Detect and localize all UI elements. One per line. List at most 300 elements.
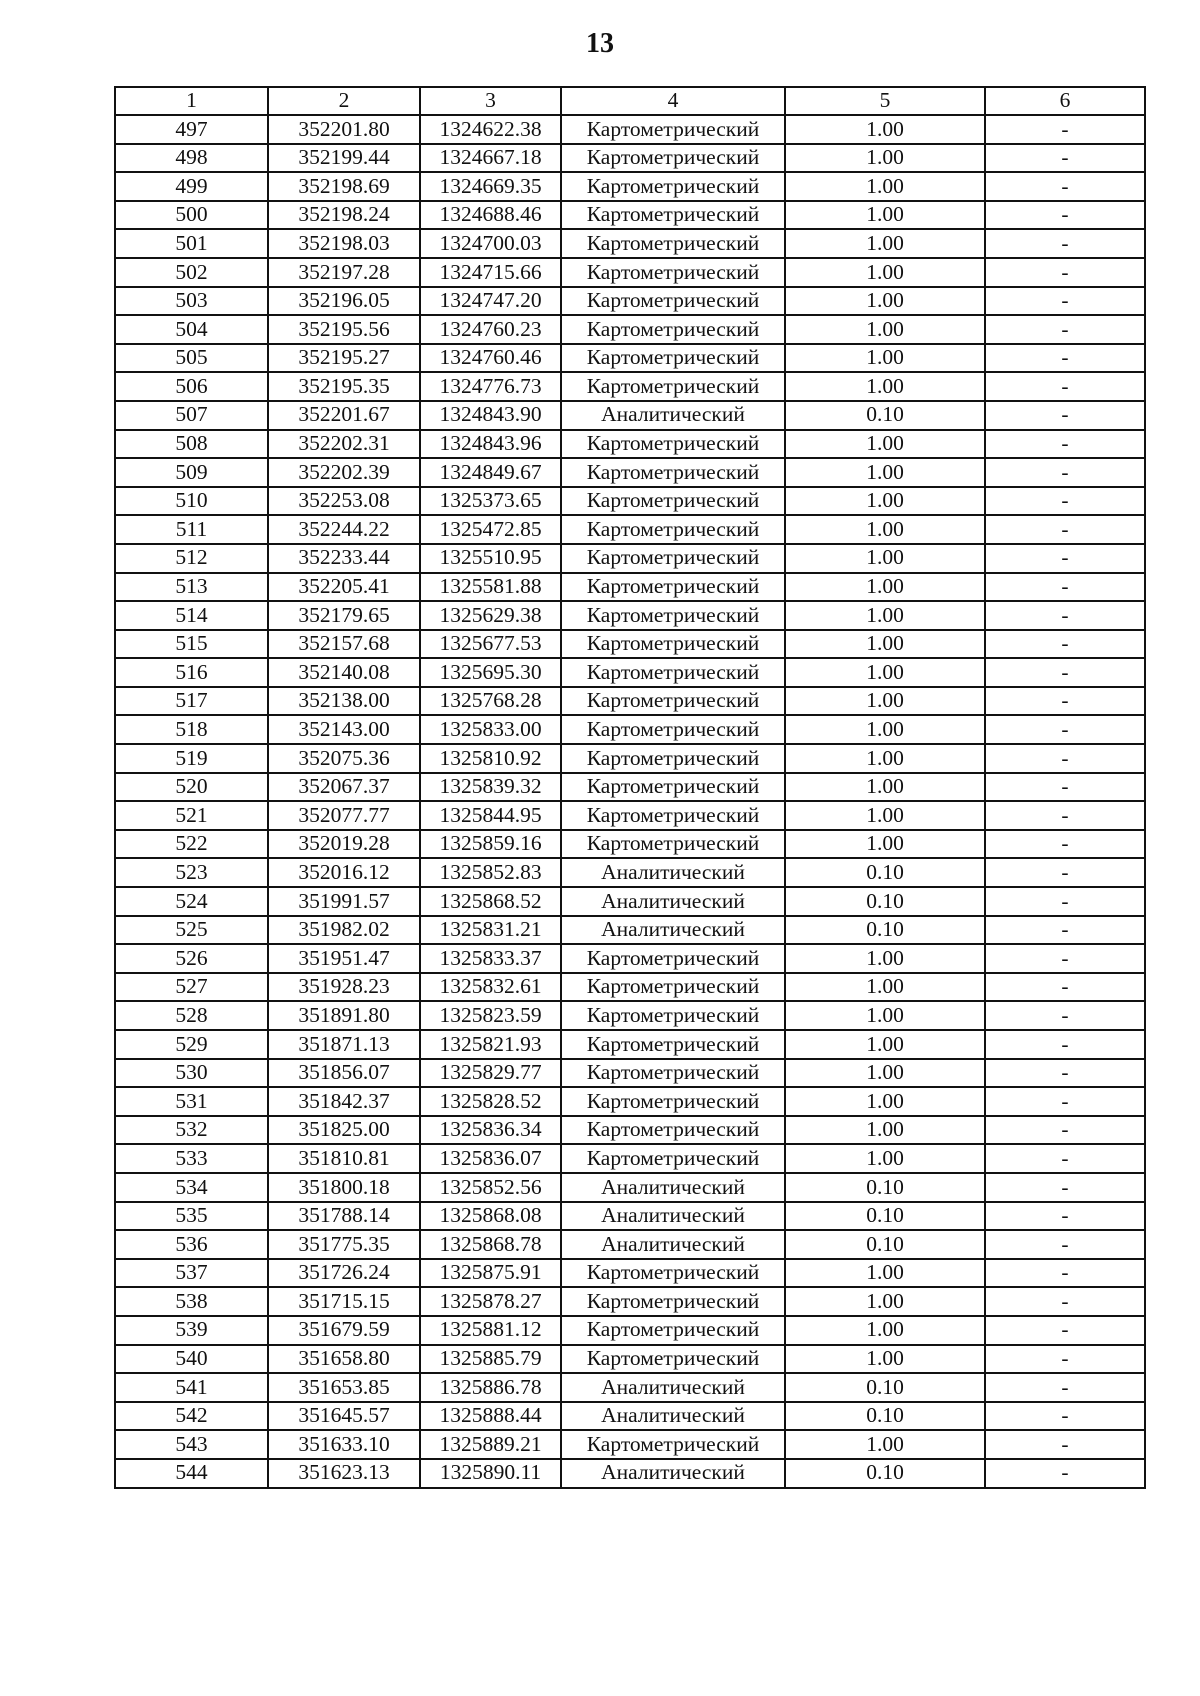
method-cell: Картометрический	[561, 344, 785, 373]
accuracy-cell: 1.00	[785, 487, 985, 516]
y-coordinate-cell: 1325581.88	[420, 573, 561, 602]
accuracy-cell: 1.00	[785, 458, 985, 487]
description-cell: -	[985, 830, 1145, 859]
x-coordinate-cell: 352233.44	[268, 544, 420, 573]
description-cell: -	[985, 1459, 1145, 1488]
x-coordinate-cell: 352195.35	[268, 372, 420, 401]
y-coordinate-cell: 1324843.96	[420, 430, 561, 459]
description-cell: -	[985, 744, 1145, 773]
y-coordinate-cell: 1325810.92	[420, 744, 561, 773]
description-cell: -	[985, 201, 1145, 230]
table-row	[115, 658, 1145, 687]
table-row	[115, 887, 1145, 916]
x-coordinate-cell: 352201.80	[268, 115, 420, 144]
x-coordinate-cell: 351856.07	[268, 1059, 420, 1088]
table-row	[115, 315, 1145, 344]
y-coordinate-cell: 1324747.20	[420, 287, 561, 316]
accuracy-cell: 1.00	[785, 801, 985, 830]
description-cell: -	[985, 573, 1145, 602]
table-row	[115, 258, 1145, 287]
y-coordinate-cell: 1325875.91	[420, 1259, 561, 1288]
y-coordinate-cell: 1325868.08	[420, 1202, 561, 1231]
table-row	[115, 544, 1145, 573]
point-number-cell: 535	[115, 1202, 268, 1231]
accuracy-cell: 1.00	[785, 115, 985, 144]
point-number-cell: 517	[115, 687, 268, 716]
point-number-cell: 518	[115, 715, 268, 744]
description-cell: -	[985, 630, 1145, 659]
description-cell: -	[985, 773, 1145, 802]
y-coordinate-cell: 1324843.90	[420, 401, 561, 430]
point-number-cell: 525	[115, 916, 268, 945]
point-number-cell: 538	[115, 1287, 268, 1316]
accuracy-cell: 1.00	[785, 1259, 985, 1288]
x-coordinate-cell: 351991.57	[268, 887, 420, 916]
point-number-cell: 510	[115, 487, 268, 516]
point-number-cell: 515	[115, 630, 268, 659]
x-coordinate-cell: 351825.00	[268, 1116, 420, 1145]
table-row	[115, 715, 1145, 744]
description-cell: -	[985, 1430, 1145, 1459]
table-row	[115, 1373, 1145, 1402]
accuracy-cell: 1.00	[785, 744, 985, 773]
description-cell: -	[985, 944, 1145, 973]
table-row	[115, 1430, 1145, 1459]
point-number-cell: 508	[115, 430, 268, 459]
point-number-cell: 540	[115, 1345, 268, 1374]
table-row	[115, 630, 1145, 659]
accuracy-cell: 1.00	[785, 372, 985, 401]
header-cell-2: 2	[268, 87, 420, 115]
point-number-cell: 531	[115, 1087, 268, 1116]
accuracy-cell: 1.00	[785, 544, 985, 573]
coordinates-table	[114, 86, 1146, 1489]
accuracy-cell: 1.00	[785, 315, 985, 344]
method-cell: Картометрический	[561, 1030, 785, 1059]
y-coordinate-cell: 1325833.37	[420, 944, 561, 973]
x-coordinate-cell: 351775.35	[268, 1230, 420, 1259]
point-number-cell: 527	[115, 973, 268, 1002]
point-number-cell: 511	[115, 515, 268, 544]
header-cell-3: 3	[420, 87, 561, 115]
accuracy-cell: 0.10	[785, 1173, 985, 1202]
point-number-cell: 529	[115, 1030, 268, 1059]
description-cell: -	[985, 172, 1145, 201]
point-number-cell: 516	[115, 658, 268, 687]
method-cell: Аналитический	[561, 1202, 785, 1231]
y-coordinate-cell: 1324667.18	[420, 144, 561, 173]
table-row	[115, 973, 1145, 1002]
method-cell: Картометрический	[561, 830, 785, 859]
y-coordinate-cell: 1325859.16	[420, 830, 561, 859]
table-row	[115, 1402, 1145, 1431]
method-cell: Картометрический	[561, 458, 785, 487]
table-row	[115, 487, 1145, 516]
accuracy-cell: 1.00	[785, 344, 985, 373]
method-cell: Картометрический	[561, 201, 785, 230]
method-cell: Картометрический	[561, 744, 785, 773]
method-cell: Картометрический	[561, 658, 785, 687]
description-cell: -	[985, 115, 1145, 144]
x-coordinate-cell: 352138.00	[268, 687, 420, 716]
method-cell: Картометрический	[561, 115, 785, 144]
table-row	[115, 458, 1145, 487]
description-cell: -	[985, 1087, 1145, 1116]
method-cell: Картометрический	[561, 430, 785, 459]
accuracy-cell: 1.00	[785, 172, 985, 201]
table-row	[115, 1116, 1145, 1145]
table-row	[115, 830, 1145, 859]
description-cell: -	[985, 858, 1145, 887]
accuracy-cell: 1.00	[785, 573, 985, 602]
y-coordinate-cell: 1325885.79	[420, 1345, 561, 1374]
x-coordinate-cell: 351800.18	[268, 1173, 420, 1202]
table-row	[115, 172, 1145, 201]
table-row	[115, 229, 1145, 258]
table-row	[115, 372, 1145, 401]
description-cell: -	[985, 1345, 1145, 1374]
description-cell: -	[985, 601, 1145, 630]
x-coordinate-cell: 352016.12	[268, 858, 420, 887]
y-coordinate-cell: 1324715.66	[420, 258, 561, 287]
method-cell: Картометрический	[561, 1287, 785, 1316]
description-cell: -	[985, 258, 1145, 287]
method-cell: Аналитический	[561, 916, 785, 945]
y-coordinate-cell: 1325768.28	[420, 687, 561, 716]
method-cell: Аналитический	[561, 1230, 785, 1259]
method-cell: Картометрический	[561, 258, 785, 287]
table-row	[115, 1202, 1145, 1231]
method-cell: Картометрический	[561, 1116, 785, 1145]
x-coordinate-cell: 351679.59	[268, 1316, 420, 1345]
accuracy-cell: 1.00	[785, 830, 985, 859]
table-row	[115, 601, 1145, 630]
accuracy-cell: 1.00	[785, 773, 985, 802]
description-cell: -	[985, 916, 1145, 945]
table-row	[115, 1001, 1145, 1030]
accuracy-cell: 1.00	[785, 944, 985, 973]
table-row	[115, 1030, 1145, 1059]
method-cell: Картометрический	[561, 1001, 785, 1030]
x-coordinate-cell: 351645.57	[268, 1402, 420, 1431]
y-coordinate-cell: 1325695.30	[420, 658, 561, 687]
method-cell: Картометрический	[561, 229, 785, 258]
table-header	[115, 87, 1145, 115]
method-cell: Картометрический	[561, 601, 785, 630]
y-coordinate-cell: 1324849.67	[420, 458, 561, 487]
table-row	[115, 744, 1145, 773]
accuracy-cell: 1.00	[785, 973, 985, 1002]
y-coordinate-cell: 1325852.83	[420, 858, 561, 887]
method-cell: Картометрический	[561, 315, 785, 344]
x-coordinate-cell: 352198.03	[268, 229, 420, 258]
y-coordinate-cell: 1324700.03	[420, 229, 561, 258]
method-cell: Аналитический	[561, 887, 785, 916]
point-number-cell: 541	[115, 1373, 268, 1402]
x-coordinate-cell: 352202.39	[268, 458, 420, 487]
description-cell: -	[985, 1116, 1145, 1145]
method-cell: Картометрический	[561, 287, 785, 316]
point-number-cell: 532	[115, 1116, 268, 1145]
description-cell: -	[985, 801, 1145, 830]
y-coordinate-cell: 1324688.46	[420, 201, 561, 230]
y-coordinate-cell: 1325828.52	[420, 1087, 561, 1116]
method-cell: Аналитический	[561, 401, 785, 430]
page-number: 13	[586, 28, 614, 59]
header-row	[115, 87, 1145, 115]
point-number-cell: 502	[115, 258, 268, 287]
method-cell: Картометрический	[561, 1087, 785, 1116]
table-row	[115, 287, 1145, 316]
y-coordinate-cell: 1325890.11	[420, 1459, 561, 1488]
accuracy-cell: 1.00	[785, 658, 985, 687]
description-cell: -	[985, 458, 1145, 487]
accuracy-cell: 1.00	[785, 258, 985, 287]
x-coordinate-cell: 351788.14	[268, 1202, 420, 1231]
y-coordinate-cell: 1325844.95	[420, 801, 561, 830]
accuracy-cell: 1.00	[785, 1059, 985, 1088]
header-cell-5: 5	[785, 87, 985, 115]
x-coordinate-cell: 351653.85	[268, 1373, 420, 1402]
description-cell: -	[985, 287, 1145, 316]
method-cell: Картометрический	[561, 544, 785, 573]
method-cell: Картометрический	[561, 172, 785, 201]
accuracy-cell: 1.00	[785, 1430, 985, 1459]
point-number-cell: 530	[115, 1059, 268, 1088]
accuracy-cell: 1.00	[785, 229, 985, 258]
point-number-cell: 523	[115, 858, 268, 887]
table-row	[115, 1345, 1145, 1374]
point-number-cell: 503	[115, 287, 268, 316]
description-cell: -	[985, 372, 1145, 401]
y-coordinate-cell: 1324760.46	[420, 344, 561, 373]
accuracy-cell: 1.00	[785, 287, 985, 316]
method-cell: Картометрический	[561, 687, 785, 716]
table-row	[115, 1287, 1145, 1316]
description-cell: -	[985, 1402, 1145, 1431]
x-coordinate-cell: 352196.05	[268, 287, 420, 316]
point-number-cell: 506	[115, 372, 268, 401]
x-coordinate-cell: 352067.37	[268, 773, 420, 802]
header-cell-1: 1	[115, 87, 268, 115]
description-cell: -	[985, 1259, 1145, 1288]
y-coordinate-cell: 1325852.56	[420, 1173, 561, 1202]
method-cell: Картометрический	[561, 487, 785, 516]
description-cell: -	[985, 1230, 1145, 1259]
x-coordinate-cell: 352198.24	[268, 201, 420, 230]
method-cell: Картометрический	[561, 144, 785, 173]
x-coordinate-cell: 352199.44	[268, 144, 420, 173]
x-coordinate-cell: 352253.08	[268, 487, 420, 516]
y-coordinate-cell: 1325677.53	[420, 630, 561, 659]
x-coordinate-cell: 352198.69	[268, 172, 420, 201]
accuracy-cell: 1.00	[785, 1001, 985, 1030]
method-cell: Картометрический	[561, 630, 785, 659]
y-coordinate-cell: 1325821.93	[420, 1030, 561, 1059]
x-coordinate-cell: 351842.37	[268, 1087, 420, 1116]
header-cell-6: 6	[985, 87, 1145, 115]
description-cell: -	[985, 401, 1145, 430]
accuracy-cell: 0.10	[785, 858, 985, 887]
point-number-cell: 497	[115, 115, 268, 144]
accuracy-cell: 1.00	[785, 430, 985, 459]
y-coordinate-cell: 1324760.23	[420, 315, 561, 344]
accuracy-cell: 1.00	[785, 1030, 985, 1059]
accuracy-cell: 0.10	[785, 887, 985, 916]
x-coordinate-cell: 352140.08	[268, 658, 420, 687]
table-row	[115, 1259, 1145, 1288]
accuracy-cell: 1.00	[785, 1116, 985, 1145]
y-coordinate-cell: 1325831.21	[420, 916, 561, 945]
x-coordinate-cell: 351951.47	[268, 944, 420, 973]
table-row	[115, 1087, 1145, 1116]
description-cell: -	[985, 1144, 1145, 1173]
description-cell: -	[985, 487, 1145, 516]
accuracy-cell: 1.00	[785, 601, 985, 630]
accuracy-cell: 0.10	[785, 1402, 985, 1431]
method-cell: Картометрический	[561, 515, 785, 544]
method-cell: Картометрический	[561, 372, 785, 401]
y-coordinate-cell: 1325823.59	[420, 1001, 561, 1030]
point-number-cell: 501	[115, 229, 268, 258]
y-coordinate-cell: 1324776.73	[420, 372, 561, 401]
table-row	[115, 401, 1145, 430]
method-cell: Картометрический	[561, 773, 785, 802]
description-cell: -	[985, 1373, 1145, 1402]
description-cell: -	[985, 544, 1145, 573]
method-cell: Картометрический	[561, 573, 785, 602]
point-number-cell: 512	[115, 544, 268, 573]
y-coordinate-cell: 1325881.12	[420, 1316, 561, 1345]
y-coordinate-cell: 1325889.21	[420, 1430, 561, 1459]
point-number-cell: 528	[115, 1001, 268, 1030]
y-coordinate-cell: 1325373.65	[420, 487, 561, 516]
point-number-cell: 520	[115, 773, 268, 802]
accuracy-cell: 1.00	[785, 630, 985, 659]
accuracy-cell: 1.00	[785, 1345, 985, 1374]
accuracy-cell: 0.10	[785, 916, 985, 945]
y-coordinate-cell: 1324669.35	[420, 172, 561, 201]
x-coordinate-cell: 351871.13	[268, 1030, 420, 1059]
point-number-cell: 521	[115, 801, 268, 830]
x-coordinate-cell: 352201.67	[268, 401, 420, 430]
y-coordinate-cell: 1325829.77	[420, 1059, 561, 1088]
y-coordinate-cell: 1325472.85	[420, 515, 561, 544]
method-cell: Аналитический	[561, 1173, 785, 1202]
point-number-cell: 513	[115, 573, 268, 602]
method-cell: Аналитический	[561, 1459, 785, 1488]
point-number-cell: 543	[115, 1430, 268, 1459]
description-cell: -	[985, 1059, 1145, 1088]
method-cell: Аналитический	[561, 1373, 785, 1402]
point-number-cell: 504	[115, 315, 268, 344]
accuracy-cell: 0.10	[785, 1202, 985, 1231]
x-coordinate-cell: 351715.15	[268, 1287, 420, 1316]
point-number-cell: 505	[115, 344, 268, 373]
description-cell: -	[985, 144, 1145, 173]
description-cell: -	[985, 430, 1145, 459]
description-cell: -	[985, 1001, 1145, 1030]
description-cell: -	[985, 315, 1145, 344]
point-number-cell: 533	[115, 1144, 268, 1173]
accuracy-cell: 0.10	[785, 1373, 985, 1402]
description-cell: -	[985, 1202, 1145, 1231]
x-coordinate-cell: 351623.13	[268, 1459, 420, 1488]
accuracy-cell: 1.00	[785, 1287, 985, 1316]
point-number-cell: 498	[115, 144, 268, 173]
x-coordinate-cell: 351633.10	[268, 1430, 420, 1459]
accuracy-cell: 0.10	[785, 1459, 985, 1488]
point-number-cell: 544	[115, 1459, 268, 1488]
accuracy-cell: 1.00	[785, 1316, 985, 1345]
accuracy-cell: 1.00	[785, 687, 985, 716]
point-number-cell: 534	[115, 1173, 268, 1202]
description-cell: -	[985, 229, 1145, 258]
x-coordinate-cell: 352075.36	[268, 744, 420, 773]
table-row	[115, 1316, 1145, 1345]
point-number-cell: 519	[115, 744, 268, 773]
table-row	[115, 1230, 1145, 1259]
accuracy-cell: 1.00	[785, 715, 985, 744]
point-number-cell: 524	[115, 887, 268, 916]
x-coordinate-cell: 352143.00	[268, 715, 420, 744]
method-cell: Картометрический	[561, 1430, 785, 1459]
point-number-cell: 509	[115, 458, 268, 487]
x-coordinate-cell: 352244.22	[268, 515, 420, 544]
point-number-cell: 536	[115, 1230, 268, 1259]
description-cell: -	[985, 515, 1145, 544]
method-cell: Картометрический	[561, 1144, 785, 1173]
x-coordinate-cell: 351891.80	[268, 1001, 420, 1030]
x-coordinate-cell: 352202.31	[268, 430, 420, 459]
method-cell: Картометрический	[561, 1059, 785, 1088]
x-coordinate-cell: 352019.28	[268, 830, 420, 859]
description-cell: -	[985, 344, 1145, 373]
method-cell: Аналитический	[561, 858, 785, 887]
accuracy-cell: 0.10	[785, 1230, 985, 1259]
description-cell: -	[985, 973, 1145, 1002]
method-cell: Картометрический	[561, 973, 785, 1002]
accuracy-cell: 0.10	[785, 401, 985, 430]
x-coordinate-cell: 351810.81	[268, 1144, 420, 1173]
y-coordinate-cell: 1325868.78	[420, 1230, 561, 1259]
table-row	[115, 344, 1145, 373]
table-row	[115, 858, 1145, 887]
y-coordinate-cell: 1325839.32	[420, 773, 561, 802]
point-number-cell: 537	[115, 1259, 268, 1288]
description-cell: -	[985, 687, 1145, 716]
description-cell: -	[985, 658, 1145, 687]
y-coordinate-cell: 1324622.38	[420, 115, 561, 144]
header-cell-4: 4	[561, 87, 785, 115]
table-row	[115, 201, 1145, 230]
y-coordinate-cell: 1325888.44	[420, 1402, 561, 1431]
method-cell: Картометрический	[561, 715, 785, 744]
x-coordinate-cell: 352077.77	[268, 801, 420, 830]
table-body	[115, 115, 1145, 1488]
method-cell: Картометрический	[561, 1316, 785, 1345]
y-coordinate-cell: 1325832.61	[420, 973, 561, 1002]
method-cell: Картометрический	[561, 944, 785, 973]
description-cell: -	[985, 1287, 1145, 1316]
point-number-cell: 526	[115, 944, 268, 973]
table-row	[115, 1144, 1145, 1173]
x-coordinate-cell: 352195.56	[268, 315, 420, 344]
x-coordinate-cell: 352205.41	[268, 573, 420, 602]
accuracy-cell: 1.00	[785, 1087, 985, 1116]
table-row	[115, 687, 1145, 716]
x-coordinate-cell: 352157.68	[268, 630, 420, 659]
